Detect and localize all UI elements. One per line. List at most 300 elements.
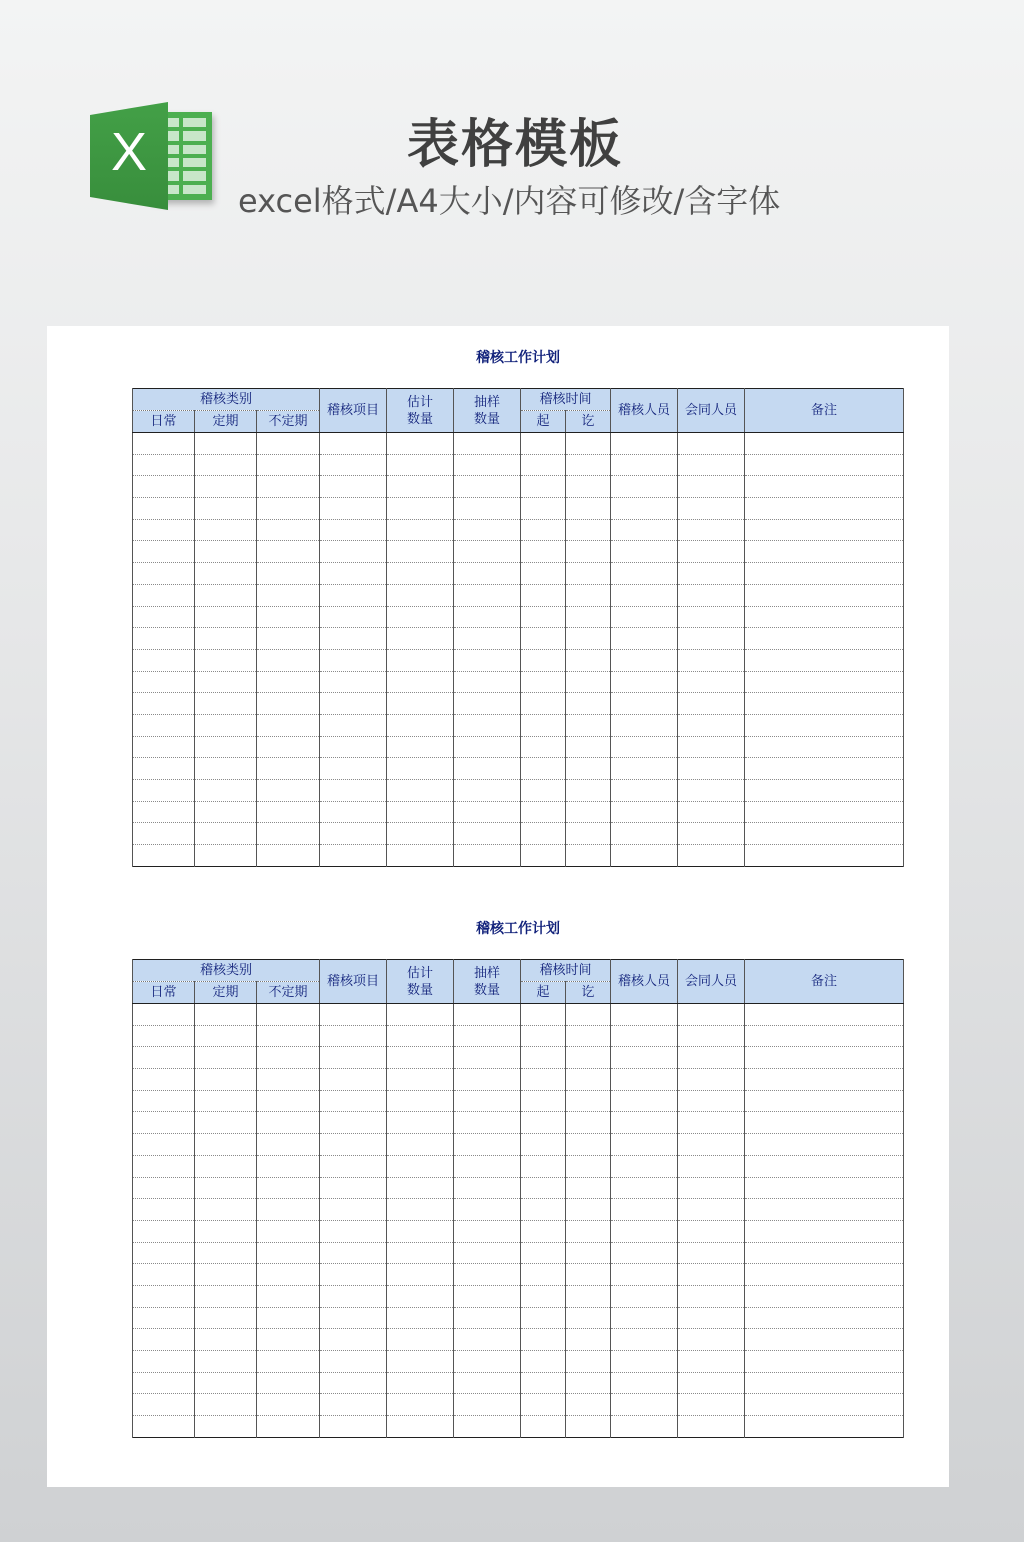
table-cell[interactable] bbox=[521, 1199, 566, 1221]
table-cell[interactable] bbox=[133, 541, 195, 563]
table-cell[interactable] bbox=[566, 1134, 611, 1156]
table-cell[interactable] bbox=[133, 1264, 195, 1286]
table-cell[interactable] bbox=[257, 1199, 320, 1221]
table-cell[interactable] bbox=[454, 1394, 521, 1416]
table-cell[interactable] bbox=[521, 584, 566, 606]
table-cell[interactable] bbox=[195, 1155, 257, 1177]
table-cell[interactable] bbox=[454, 1285, 521, 1307]
table-cell[interactable] bbox=[521, 1307, 566, 1329]
table-cell[interactable] bbox=[454, 519, 521, 541]
table-cell[interactable] bbox=[678, 736, 745, 758]
table-cell[interactable] bbox=[521, 780, 566, 802]
table-cell[interactable] bbox=[387, 758, 454, 780]
table-cell[interactable] bbox=[320, 780, 387, 802]
table-cell[interactable] bbox=[133, 780, 195, 802]
table-cell[interactable] bbox=[678, 1416, 745, 1438]
table-cell[interactable] bbox=[566, 823, 611, 845]
table-cell[interactable] bbox=[745, 1004, 904, 1026]
table-cell[interactable] bbox=[133, 606, 195, 628]
table-cell[interactable] bbox=[678, 563, 745, 585]
table-cell[interactable] bbox=[611, 714, 678, 736]
table-cell[interactable] bbox=[320, 1285, 387, 1307]
table-cell[interactable] bbox=[566, 1329, 611, 1351]
table-cell[interactable] bbox=[133, 1155, 195, 1177]
table-cell[interactable] bbox=[133, 1351, 195, 1373]
table-cell[interactable] bbox=[454, 845, 521, 867]
table-cell[interactable] bbox=[387, 1351, 454, 1373]
table-cell[interactable] bbox=[454, 498, 521, 520]
table-cell[interactable] bbox=[454, 1112, 521, 1134]
table-cell[interactable] bbox=[133, 845, 195, 867]
table-cell[interactable] bbox=[521, 1090, 566, 1112]
table-cell[interactable] bbox=[521, 1047, 566, 1069]
table-cell[interactable] bbox=[566, 1177, 611, 1199]
table-cell[interactable] bbox=[387, 693, 454, 715]
table-cell[interactable] bbox=[195, 454, 257, 476]
table-cell[interactable] bbox=[387, 454, 454, 476]
table-cell[interactable] bbox=[133, 454, 195, 476]
table-cell[interactable] bbox=[387, 563, 454, 585]
table-cell[interactable] bbox=[133, 563, 195, 585]
table-cell[interactable] bbox=[521, 498, 566, 520]
table-cell[interactable] bbox=[611, 1416, 678, 1438]
table-cell[interactable] bbox=[745, 1220, 904, 1242]
table-cell[interactable] bbox=[566, 780, 611, 802]
table-cell[interactable] bbox=[678, 1112, 745, 1134]
table-cell[interactable] bbox=[566, 1025, 611, 1047]
table-cell[interactable] bbox=[521, 519, 566, 541]
table-cell[interactable] bbox=[611, 649, 678, 671]
table-cell[interactable] bbox=[320, 693, 387, 715]
table-cell[interactable] bbox=[521, 454, 566, 476]
table-cell[interactable] bbox=[678, 1155, 745, 1177]
table-cell[interactable] bbox=[195, 433, 257, 455]
table-cell[interactable] bbox=[257, 628, 320, 650]
table-cell[interactable] bbox=[678, 476, 745, 498]
table-cell[interactable] bbox=[387, 1394, 454, 1416]
table-cell[interactable] bbox=[454, 1264, 521, 1286]
table-cell[interactable] bbox=[745, 1047, 904, 1069]
table-cell[interactable] bbox=[678, 1285, 745, 1307]
table-cell[interactable] bbox=[678, 1069, 745, 1091]
table-cell[interactable] bbox=[257, 1285, 320, 1307]
table-cell[interactable] bbox=[454, 671, 521, 693]
table-cell[interactable] bbox=[133, 714, 195, 736]
table-cell[interactable] bbox=[678, 584, 745, 606]
table-cell[interactable] bbox=[566, 541, 611, 563]
table-cell[interactable] bbox=[678, 433, 745, 455]
table-cell[interactable] bbox=[454, 563, 521, 585]
table-cell[interactable] bbox=[257, 1112, 320, 1134]
table-cell[interactable] bbox=[320, 1394, 387, 1416]
table-cell[interactable] bbox=[257, 1220, 320, 1242]
table-cell[interactable] bbox=[745, 519, 904, 541]
table-cell[interactable] bbox=[678, 693, 745, 715]
table-cell[interactable] bbox=[454, 628, 521, 650]
table-cell[interactable] bbox=[678, 606, 745, 628]
table-cell[interactable] bbox=[387, 1372, 454, 1394]
table-cell[interactable] bbox=[745, 1372, 904, 1394]
table-cell[interactable] bbox=[133, 1285, 195, 1307]
table-cell[interactable] bbox=[745, 1069, 904, 1091]
table-cell[interactable] bbox=[566, 714, 611, 736]
table-cell[interactable] bbox=[566, 498, 611, 520]
table-cell[interactable] bbox=[678, 649, 745, 671]
table-cell[interactable] bbox=[320, 498, 387, 520]
table-cell[interactable] bbox=[387, 606, 454, 628]
table-cell[interactable] bbox=[387, 671, 454, 693]
table-cell[interactable] bbox=[387, 476, 454, 498]
table-cell[interactable] bbox=[195, 1264, 257, 1286]
table-cell[interactable] bbox=[195, 498, 257, 520]
table-cell[interactable] bbox=[566, 1285, 611, 1307]
table-cell[interactable] bbox=[195, 1242, 257, 1264]
table-cell[interactable] bbox=[678, 714, 745, 736]
table-cell[interactable] bbox=[611, 845, 678, 867]
table-cell[interactable] bbox=[678, 1090, 745, 1112]
table-cell[interactable] bbox=[678, 1047, 745, 1069]
table-cell[interactable] bbox=[320, 1329, 387, 1351]
table-cell[interactable] bbox=[387, 1047, 454, 1069]
table-cell[interactable] bbox=[678, 1307, 745, 1329]
table-cell[interactable] bbox=[745, 693, 904, 715]
table-cell[interactable] bbox=[320, 1134, 387, 1156]
table-cell[interactable] bbox=[320, 671, 387, 693]
table-cell[interactable] bbox=[678, 498, 745, 520]
table-cell[interactable] bbox=[257, 1242, 320, 1264]
table-cell[interactable] bbox=[257, 1307, 320, 1329]
table-cell[interactable] bbox=[566, 1416, 611, 1438]
table-cell[interactable] bbox=[745, 541, 904, 563]
table-cell[interactable] bbox=[195, 1307, 257, 1329]
table-cell[interactable] bbox=[257, 780, 320, 802]
table-cell[interactable] bbox=[678, 1177, 745, 1199]
table-cell[interactable] bbox=[133, 1199, 195, 1221]
table-cell[interactable] bbox=[521, 845, 566, 867]
table-cell[interactable] bbox=[745, 801, 904, 823]
table-cell[interactable] bbox=[521, 1242, 566, 1264]
table-cell[interactable] bbox=[257, 454, 320, 476]
table-cell[interactable] bbox=[611, 628, 678, 650]
table-cell[interactable] bbox=[387, 1307, 454, 1329]
table-cell[interactable] bbox=[387, 1025, 454, 1047]
table-cell[interactable] bbox=[257, 584, 320, 606]
table-cell[interactable] bbox=[257, 649, 320, 671]
table-cell[interactable] bbox=[521, 541, 566, 563]
table-cell[interactable] bbox=[195, 736, 257, 758]
table-cell[interactable] bbox=[611, 1069, 678, 1091]
table-cell[interactable] bbox=[257, 1329, 320, 1351]
table-cell[interactable] bbox=[745, 563, 904, 585]
table-cell[interactable] bbox=[320, 1155, 387, 1177]
table-cell[interactable] bbox=[611, 1155, 678, 1177]
table-cell[interactable] bbox=[320, 1372, 387, 1394]
table-cell[interactable] bbox=[611, 1134, 678, 1156]
table-cell[interactable] bbox=[745, 1025, 904, 1047]
table-cell[interactable] bbox=[566, 1220, 611, 1242]
table-cell[interactable] bbox=[566, 1090, 611, 1112]
table-cell[interactable] bbox=[320, 628, 387, 650]
table-cell[interactable] bbox=[320, 1069, 387, 1091]
table-cell[interactable] bbox=[566, 649, 611, 671]
table-cell[interactable] bbox=[566, 1372, 611, 1394]
table-cell[interactable] bbox=[320, 519, 387, 541]
table-cell[interactable] bbox=[257, 563, 320, 585]
table-cell[interactable] bbox=[454, 693, 521, 715]
table-cell[interactable] bbox=[678, 1351, 745, 1373]
table-cell[interactable] bbox=[611, 1025, 678, 1047]
table-cell[interactable] bbox=[133, 1220, 195, 1242]
table-cell[interactable] bbox=[320, 1242, 387, 1264]
table-cell[interactable] bbox=[257, 1134, 320, 1156]
table-cell[interactable] bbox=[566, 1351, 611, 1373]
table-cell[interactable] bbox=[566, 1112, 611, 1134]
table-cell[interactable] bbox=[611, 1264, 678, 1286]
table-cell[interactable] bbox=[387, 1155, 454, 1177]
table-cell[interactable] bbox=[521, 476, 566, 498]
table-cell[interactable] bbox=[320, 454, 387, 476]
table-cell[interactable] bbox=[133, 758, 195, 780]
table-cell[interactable] bbox=[454, 823, 521, 845]
table-cell[interactable] bbox=[195, 1285, 257, 1307]
table-cell[interactable] bbox=[454, 1307, 521, 1329]
table-cell[interactable] bbox=[745, 845, 904, 867]
table-cell[interactable] bbox=[611, 1177, 678, 1199]
table-cell[interactable] bbox=[387, 433, 454, 455]
table-cell[interactable] bbox=[454, 1134, 521, 1156]
table-cell[interactable] bbox=[521, 1025, 566, 1047]
table-cell[interactable] bbox=[521, 758, 566, 780]
table-cell[interactable] bbox=[611, 1351, 678, 1373]
table-cell[interactable] bbox=[454, 1069, 521, 1091]
table-cell[interactable] bbox=[566, 563, 611, 585]
table-cell[interactable] bbox=[387, 1069, 454, 1091]
table-cell[interactable] bbox=[678, 823, 745, 845]
table-cell[interactable] bbox=[320, 649, 387, 671]
table-cell[interactable] bbox=[257, 1069, 320, 1091]
table-cell[interactable] bbox=[521, 1264, 566, 1286]
table-cell[interactable] bbox=[521, 628, 566, 650]
table-cell[interactable] bbox=[320, 1264, 387, 1286]
table-cell[interactable] bbox=[611, 1047, 678, 1069]
table-cell[interactable] bbox=[745, 1307, 904, 1329]
table-cell[interactable] bbox=[611, 1329, 678, 1351]
table-cell[interactable] bbox=[195, 1025, 257, 1047]
table-cell[interactable] bbox=[133, 1069, 195, 1091]
table-cell[interactable] bbox=[257, 758, 320, 780]
table-cell[interactable] bbox=[678, 1134, 745, 1156]
table-cell[interactable] bbox=[521, 736, 566, 758]
table-cell[interactable] bbox=[257, 1025, 320, 1047]
table-cell[interactable] bbox=[387, 1264, 454, 1286]
table-cell[interactable] bbox=[454, 780, 521, 802]
table-cell[interactable] bbox=[678, 1242, 745, 1264]
table-cell[interactable] bbox=[611, 563, 678, 585]
table-cell[interactable] bbox=[257, 823, 320, 845]
table-cell[interactable] bbox=[195, 1394, 257, 1416]
table-cell[interactable] bbox=[133, 693, 195, 715]
table-cell[interactable] bbox=[454, 1090, 521, 1112]
table-cell[interactable] bbox=[387, 1090, 454, 1112]
table-cell[interactable] bbox=[195, 519, 257, 541]
table-cell[interactable] bbox=[257, 606, 320, 628]
table-cell[interactable] bbox=[454, 1416, 521, 1438]
table-cell[interactable] bbox=[611, 758, 678, 780]
table-cell[interactable] bbox=[195, 1047, 257, 1069]
table-cell[interactable] bbox=[566, 433, 611, 455]
table-cell[interactable] bbox=[320, 801, 387, 823]
table-cell[interactable] bbox=[133, 1416, 195, 1438]
table-cell[interactable] bbox=[521, 714, 566, 736]
table-cell[interactable] bbox=[257, 801, 320, 823]
table-cell[interactable] bbox=[521, 823, 566, 845]
table-cell[interactable] bbox=[454, 476, 521, 498]
table-cell[interactable] bbox=[454, 1047, 521, 1069]
table-cell[interactable] bbox=[678, 1199, 745, 1221]
table-cell[interactable] bbox=[454, 736, 521, 758]
table-cell[interactable] bbox=[566, 1307, 611, 1329]
table-cell[interactable] bbox=[745, 1242, 904, 1264]
table-cell[interactable] bbox=[257, 519, 320, 541]
table-cell[interactable] bbox=[521, 1329, 566, 1351]
table-cell[interactable] bbox=[195, 628, 257, 650]
table-cell[interactable] bbox=[521, 671, 566, 693]
table-cell[interactable] bbox=[566, 1264, 611, 1286]
table-cell[interactable] bbox=[195, 671, 257, 693]
table-cell[interactable] bbox=[611, 1394, 678, 1416]
table-cell[interactable] bbox=[678, 801, 745, 823]
table-cell[interactable] bbox=[320, 736, 387, 758]
table-cell[interactable] bbox=[257, 1394, 320, 1416]
table-cell[interactable] bbox=[257, 1416, 320, 1438]
table-cell[interactable] bbox=[257, 1090, 320, 1112]
table-cell[interactable] bbox=[387, 1004, 454, 1026]
table-cell[interactable] bbox=[566, 736, 611, 758]
table-cell[interactable] bbox=[387, 1134, 454, 1156]
table-cell[interactable] bbox=[387, 498, 454, 520]
table-cell[interactable] bbox=[745, 1285, 904, 1307]
table-cell[interactable] bbox=[195, 1199, 257, 1221]
table-cell[interactable] bbox=[611, 1307, 678, 1329]
table-cell[interactable] bbox=[521, 1155, 566, 1177]
table-cell[interactable] bbox=[320, 476, 387, 498]
table-cell[interactable] bbox=[195, 1134, 257, 1156]
table-cell[interactable] bbox=[320, 1351, 387, 1373]
table-cell[interactable] bbox=[566, 1155, 611, 1177]
table-cell[interactable] bbox=[133, 823, 195, 845]
table-cell[interactable] bbox=[257, 1004, 320, 1026]
table-cell[interactable] bbox=[745, 454, 904, 476]
table-cell[interactable] bbox=[133, 498, 195, 520]
table-cell[interactable] bbox=[745, 1329, 904, 1351]
table-cell[interactable] bbox=[745, 433, 904, 455]
table-cell[interactable] bbox=[521, 801, 566, 823]
table-cell[interactable] bbox=[195, 801, 257, 823]
table-cell[interactable] bbox=[745, 1351, 904, 1373]
table-cell[interactable] bbox=[133, 1090, 195, 1112]
table-cell[interactable] bbox=[195, 541, 257, 563]
table-cell[interactable] bbox=[611, 823, 678, 845]
table-cell[interactable] bbox=[133, 584, 195, 606]
table-cell[interactable] bbox=[745, 823, 904, 845]
table-cell[interactable] bbox=[454, 1199, 521, 1221]
table-cell[interactable] bbox=[454, 433, 521, 455]
table-cell[interactable] bbox=[387, 736, 454, 758]
table-cell[interactable] bbox=[320, 1416, 387, 1438]
table-cell[interactable] bbox=[195, 1004, 257, 1026]
table-cell[interactable] bbox=[745, 780, 904, 802]
table-cell[interactable] bbox=[195, 1090, 257, 1112]
table-cell[interactable] bbox=[678, 1220, 745, 1242]
table-cell[interactable] bbox=[454, 1155, 521, 1177]
table-cell[interactable] bbox=[320, 584, 387, 606]
table-cell[interactable] bbox=[195, 563, 257, 585]
table-cell[interactable] bbox=[678, 1372, 745, 1394]
table-cell[interactable] bbox=[521, 693, 566, 715]
table-cell[interactable] bbox=[257, 1047, 320, 1069]
table-cell[interactable] bbox=[195, 1329, 257, 1351]
table-cell[interactable] bbox=[678, 671, 745, 693]
table-cell[interactable] bbox=[611, 1242, 678, 1264]
table-cell[interactable] bbox=[678, 519, 745, 541]
table-cell[interactable] bbox=[257, 671, 320, 693]
table-cell[interactable] bbox=[387, 823, 454, 845]
table-cell[interactable] bbox=[195, 1220, 257, 1242]
table-cell[interactable] bbox=[611, 584, 678, 606]
table-cell[interactable] bbox=[611, 433, 678, 455]
table-cell[interactable] bbox=[521, 1372, 566, 1394]
table-cell[interactable] bbox=[387, 780, 454, 802]
table-cell[interactable] bbox=[745, 736, 904, 758]
table-cell[interactable] bbox=[745, 584, 904, 606]
table-cell[interactable] bbox=[195, 714, 257, 736]
table-cell[interactable] bbox=[257, 1264, 320, 1286]
table-cell[interactable] bbox=[566, 671, 611, 693]
table-cell[interactable] bbox=[611, 1372, 678, 1394]
table-cell[interactable] bbox=[678, 1004, 745, 1026]
table-cell[interactable] bbox=[454, 1025, 521, 1047]
table-cell[interactable] bbox=[133, 1329, 195, 1351]
table-cell[interactable] bbox=[611, 541, 678, 563]
table-cell[interactable] bbox=[320, 1047, 387, 1069]
table-cell[interactable] bbox=[611, 454, 678, 476]
table-cell[interactable] bbox=[257, 476, 320, 498]
table-cell[interactable] bbox=[320, 541, 387, 563]
table-cell[interactable] bbox=[387, 649, 454, 671]
table-cell[interactable] bbox=[566, 1047, 611, 1069]
table-cell[interactable] bbox=[521, 563, 566, 585]
table-cell[interactable] bbox=[566, 628, 611, 650]
table-cell[interactable] bbox=[257, 736, 320, 758]
table-cell[interactable] bbox=[454, 1351, 521, 1373]
table-cell[interactable] bbox=[133, 1004, 195, 1026]
table-cell[interactable] bbox=[745, 1394, 904, 1416]
table-cell[interactable] bbox=[320, 823, 387, 845]
table-cell[interactable] bbox=[678, 1264, 745, 1286]
table-cell[interactable] bbox=[678, 1394, 745, 1416]
table-cell[interactable] bbox=[133, 628, 195, 650]
table-cell[interactable] bbox=[566, 1069, 611, 1091]
table-cell[interactable] bbox=[566, 845, 611, 867]
table-cell[interactable] bbox=[195, 823, 257, 845]
table-cell[interactable] bbox=[320, 1199, 387, 1221]
table-cell[interactable] bbox=[745, 714, 904, 736]
table-cell[interactable] bbox=[611, 498, 678, 520]
table-cell[interactable] bbox=[320, 845, 387, 867]
table-cell[interactable] bbox=[133, 433, 195, 455]
table-cell[interactable] bbox=[454, 801, 521, 823]
table-cell[interactable] bbox=[454, 1329, 521, 1351]
